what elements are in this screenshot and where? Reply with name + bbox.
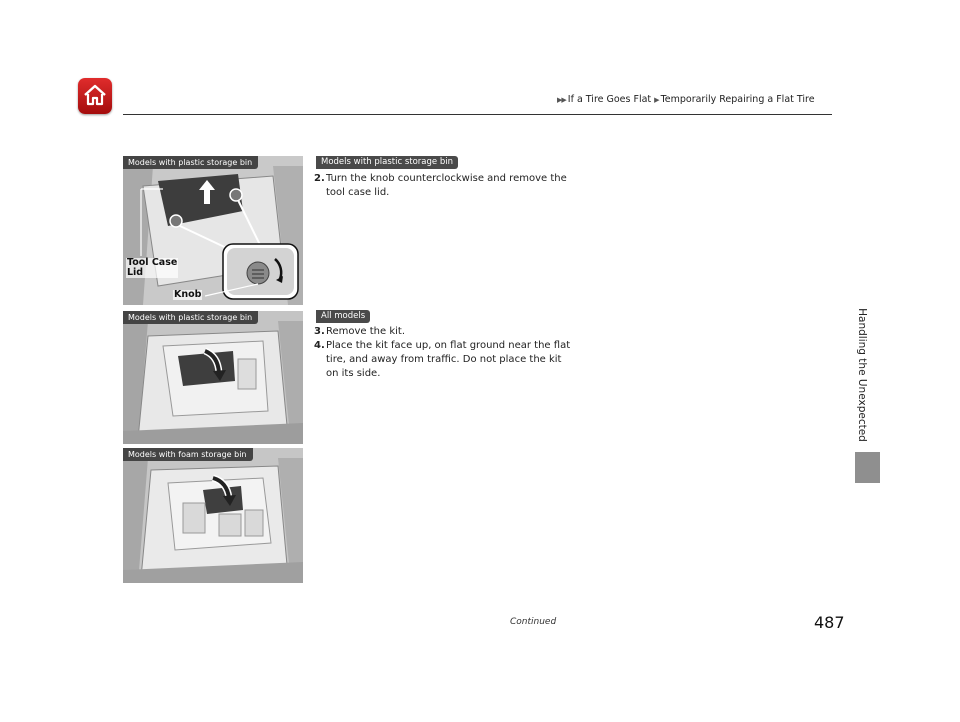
breadcrumb-item[interactable]: If a Tire Goes Flat	[567, 94, 652, 105]
step-list	[314, 172, 574, 200]
header-rule	[123, 114, 832, 115]
figure-tag: Models with foam storage bin	[123, 448, 253, 461]
step-number: 2.	[314, 173, 325, 184]
step-list	[314, 325, 574, 381]
step-text: Remove the kit.	[326, 326, 406, 337]
chapter-tab-label: Handling the Unexpected	[856, 308, 868, 442]
continued-label: Continued	[510, 617, 557, 627]
chapter-tab-marker	[855, 452, 880, 483]
figure-tag: Models with plastic storage bin	[123, 156, 258, 169]
figure-tool-case-lid	[123, 156, 303, 305]
step-text: Turn the knob counterclockwise and remove the tool case lid.	[326, 173, 567, 198]
section-tag: Models with plastic storage bin	[316, 156, 458, 169]
page-number: 487	[814, 613, 845, 632]
breadcrumb	[557, 94, 815, 105]
breadcrumb-arrow-icon: ▶▶	[557, 96, 566, 104]
step-item	[314, 325, 574, 339]
step-text: Place the kit face up, on flat ground near the flat tire, and away from traffic. Do not place the kit on its side.	[326, 340, 571, 379]
step-item	[314, 339, 574, 381]
trunk-illustration	[123, 448, 303, 583]
section-tag: All models	[316, 310, 370, 323]
step-number: 4.	[314, 340, 325, 351]
home-icon	[83, 84, 107, 106]
figure-tag: Models with plastic storage bin	[123, 311, 258, 324]
step-item	[314, 172, 574, 200]
home-button[interactable]	[78, 78, 112, 114]
figure-remove-kit-foam-bin	[123, 448, 303, 583]
trunk-illustration	[123, 311, 303, 444]
knob-label: Knob	[174, 289, 202, 300]
step-number: 3.	[314, 326, 325, 337]
figure-remove-kit-plastic-bin	[123, 311, 303, 444]
tool-case-lid-label: Tool Case Lid	[127, 257, 178, 278]
chapter-tab[interactable]	[851, 300, 873, 450]
breadcrumb-arrow-icon: ▶	[654, 96, 659, 104]
trunk-illustration	[123, 156, 303, 305]
breadcrumb-item: Temporarily Repairing a Flat Tire	[660, 94, 815, 105]
